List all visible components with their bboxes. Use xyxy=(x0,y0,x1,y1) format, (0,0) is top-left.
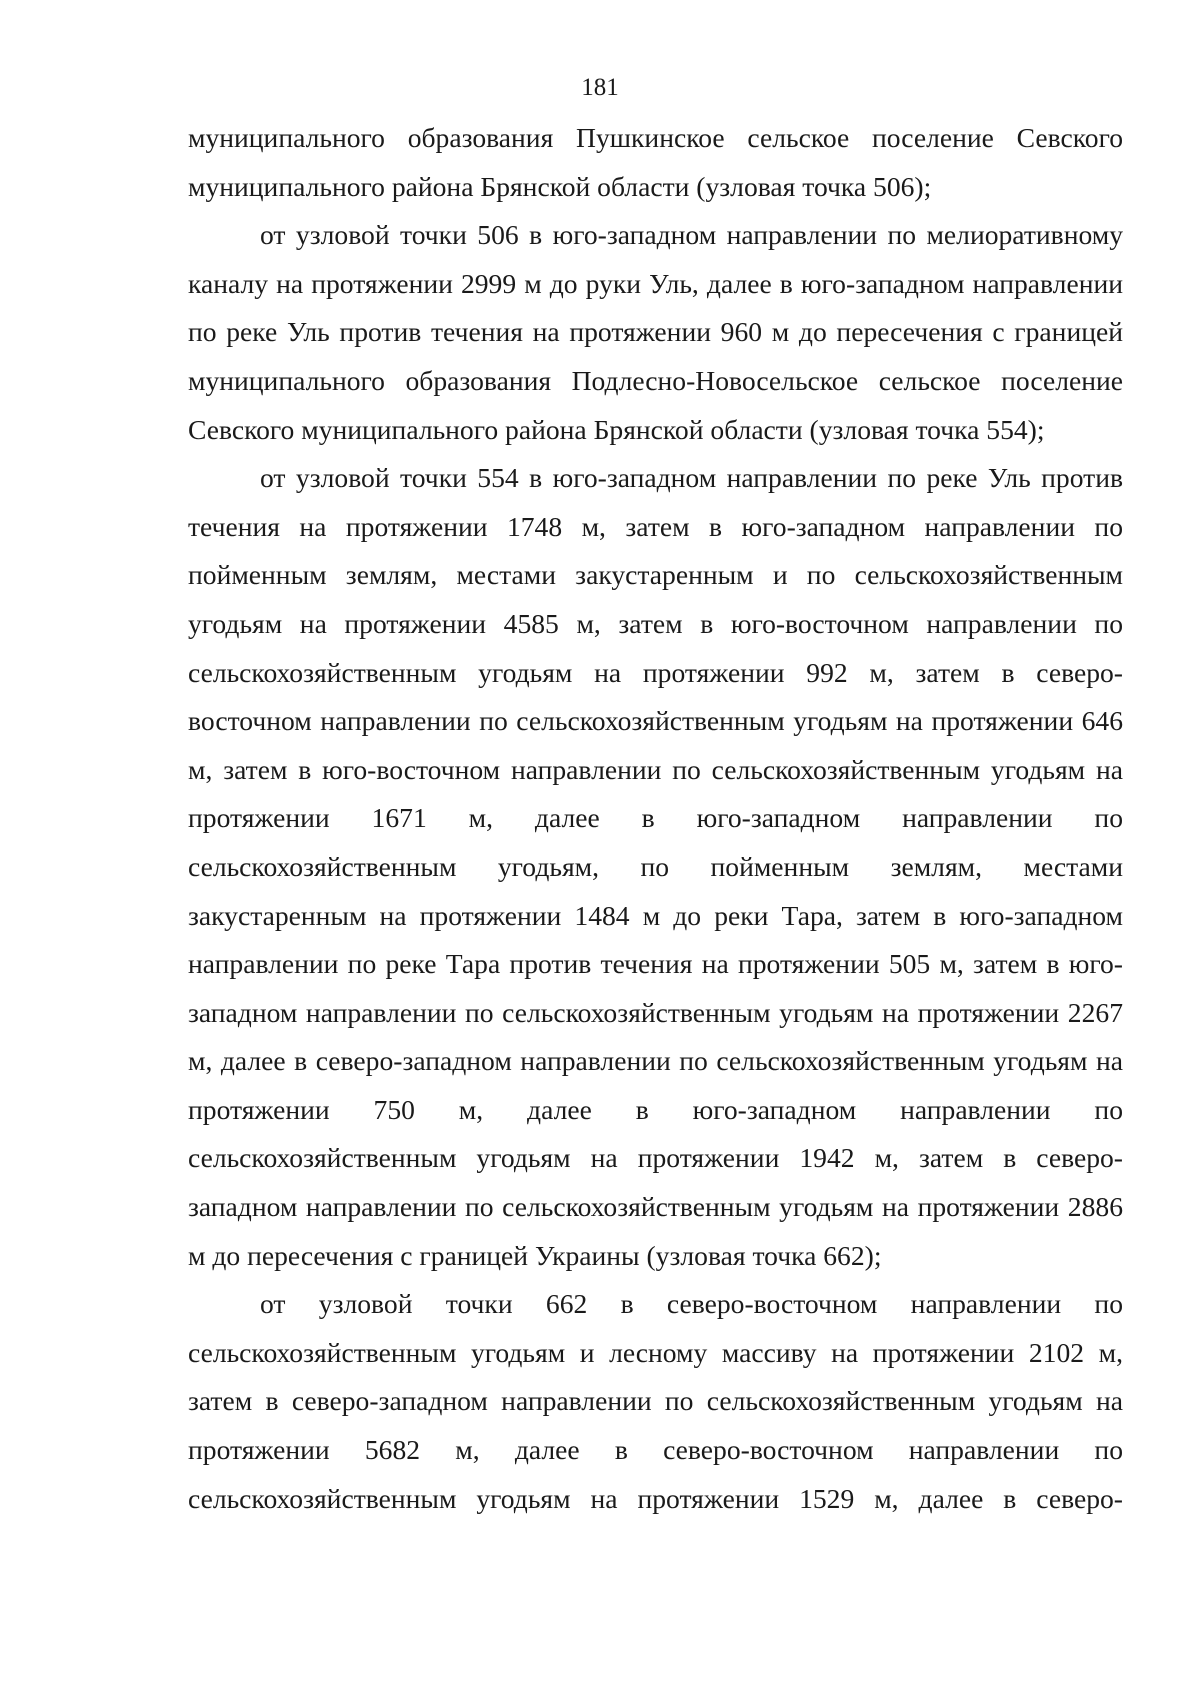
paragraph-1: муниципального образования Пушкинское сельское поселение Севского муниципального района Брянской области (узловая точка 506); xyxy=(188,122,1123,202)
paragraph-4: от узловой точки 662 в северо-восточном направлении по сельскохозяйственным угодьям и лесному массиву на протяжении 2102 м, затем в северо-западном направлении по сельскохозяйственным угодьям на протяжении 5682 м, далее в северо-восточном направлении по сельскохозяйственным угодьям на протяжении 1529 м, далее в северо- xyxy=(188,1288,1123,1514)
page-number: 181 xyxy=(581,74,619,101)
paragraph-3: от узловой точки 554 в юго-западном направлении по реке Уль против течения на протяжении 1748 м, затем в юго-западном направлении по пойменным землям, местами закустаренным и по сельскохозяйственным угодьям на протяжении 4585 м, затем в юго-восточном направлении по сельскохозяйственным угодьям на протяжении 992 м, затем в северо-восточном направлении по сельскохозяйственным угодьям на протяжении 646 м, затем в юго-восточном направлении по сельскохозяйственным угодьям на протяжении 1671 м, далее в юго-западном направлении по сельскохозяйственным угодьям, по пойменным землям, местами закустаренным на протяжении 1484 м до реки Тара, затем в юго-западном направлении по реке Тара против течения на протяжении 505 м, затем в юго-западном направлении по сельскохозяйственным угодьям на протяжении 2267 м, далее в северо-западном направлении по сельскохозяйственным угодьям на протяжении 750 м, далее в юго-западном направлении по сельскохозяйственным угодьям на протяжении 1942 м, затем в северо-западном направлении по сельскохозяйственным угодьям на протяжении 2886 м до пересечения с границей Украины (узловая точка 662); xyxy=(188,462,1123,1271)
paragraph-2: от узловой точки 506 в юго-западном направлении по мелиоративному каналу на протяжении 2999 м до руки Уль, далее в юго-западном направлении по реке Уль против течения на протяжении 960 м до пересечения с границей муниципального образования Подлесно-Новосельское сельское поселение Севского муниципального района Брянской области (узловая точка 554); xyxy=(188,219,1123,445)
document-body xyxy=(188,114,1123,1523)
